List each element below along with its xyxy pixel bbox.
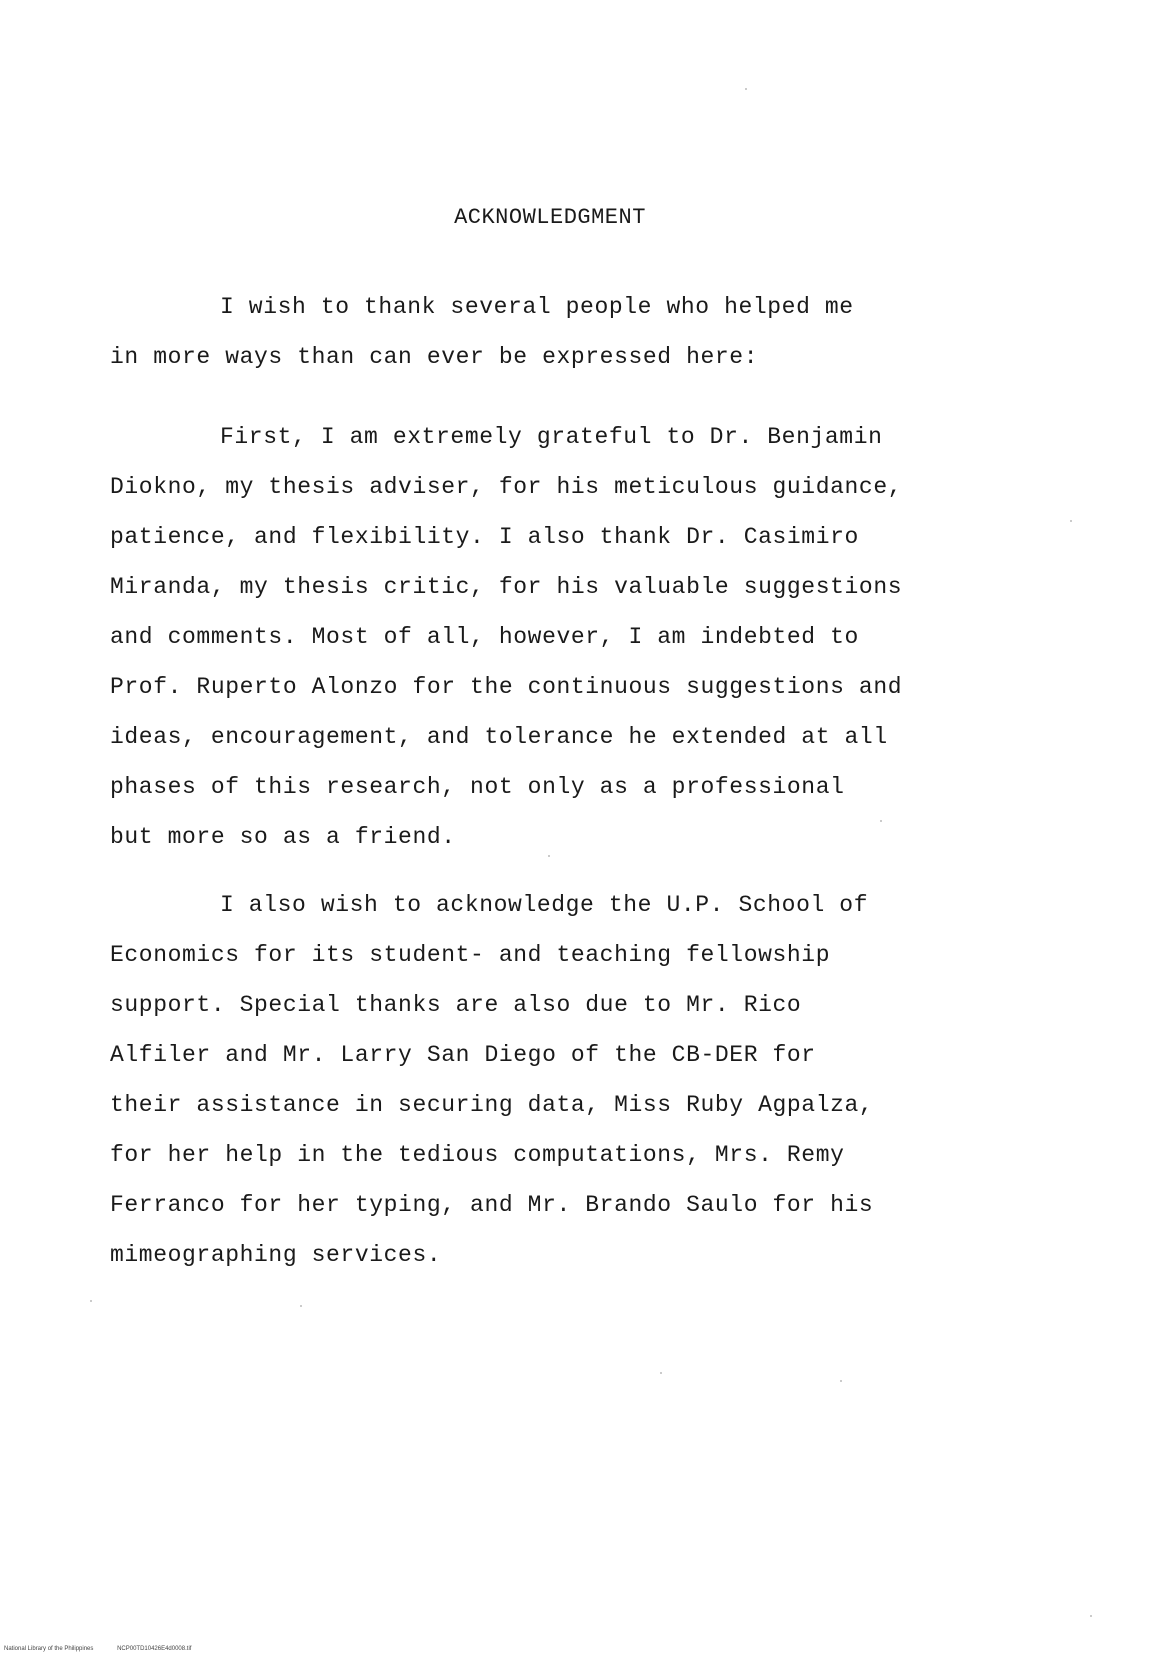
paragraph-line: Economics for its student- and teaching fellowship [110, 942, 831, 968]
paragraph-line: Ferranco for her typing, and Mr. Brando Saulo for his [110, 1192, 874, 1218]
paragraph-line: their assistance in securing data, Miss Ruby Agpalza, [110, 1092, 874, 1118]
paragraph-line: but more so as a friend. [110, 824, 456, 850]
paragraph-line: phases of this research, not only as a professional [110, 774, 845, 800]
paragraph-line: Alfiler and Mr. Larry San Diego of the CB-DER for [110, 1042, 816, 1068]
scan-speck [300, 1305, 302, 1307]
scan-speck [880, 820, 882, 822]
paragraph-line: support. Special thanks are also due to Mr. Rico [110, 992, 802, 1018]
paragraph-line: Miranda, my thesis critic, for his valuable suggestions [110, 574, 903, 600]
scan-speck [745, 88, 747, 90]
paragraph-line: and comments. Most of all, however, I am indebted to [110, 624, 859, 650]
scan-speck [548, 855, 550, 857]
scan-speck [840, 1380, 842, 1382]
footer-file-id: NCP00TD10426E4d0008.tif [117, 1646, 192, 1652]
footer-library: National Library of the Philippines [4, 1646, 94, 1652]
paragraph-line: patience, and flexibility. I also thank Dr. Casimiro [110, 524, 859, 550]
scan-speck [1070, 520, 1072, 522]
paragraph-line: for her help in the tedious computations, Mrs. Remy [110, 1142, 845, 1168]
intro-paragraph [110, 282, 950, 382]
paragraph-line: I also wish to acknowledge the U.P. School of [220, 892, 869, 918]
scan-footer [4, 1646, 213, 1652]
intro-line: I wish to thank several people who helped me [220, 294, 854, 320]
paragraph-line: Diokno, my thesis adviser, for his meticulous guidance, [110, 474, 903, 500]
intro-line: in more ways than can ever be expressed here: [110, 344, 759, 370]
paragraph-line: Prof. Ruperto Alonzo for the continuous suggestions and [110, 674, 903, 700]
paragraph-advisers [110, 412, 950, 862]
scan-speck [1090, 1615, 1092, 1617]
page-title: ACKNOWLEDGMENT [454, 205, 646, 230]
paragraph-line: ideas, encouragement, and tolerance he extended at all [110, 724, 888, 750]
paragraph-institutions [110, 880, 950, 1280]
paragraph-line: First, I am extremely grateful to Dr. Benjamin [220, 424, 883, 450]
scan-speck [660, 1372, 662, 1374]
paragraph-line: mimeographing services. [110, 1242, 442, 1268]
scan-speck [90, 1300, 92, 1302]
